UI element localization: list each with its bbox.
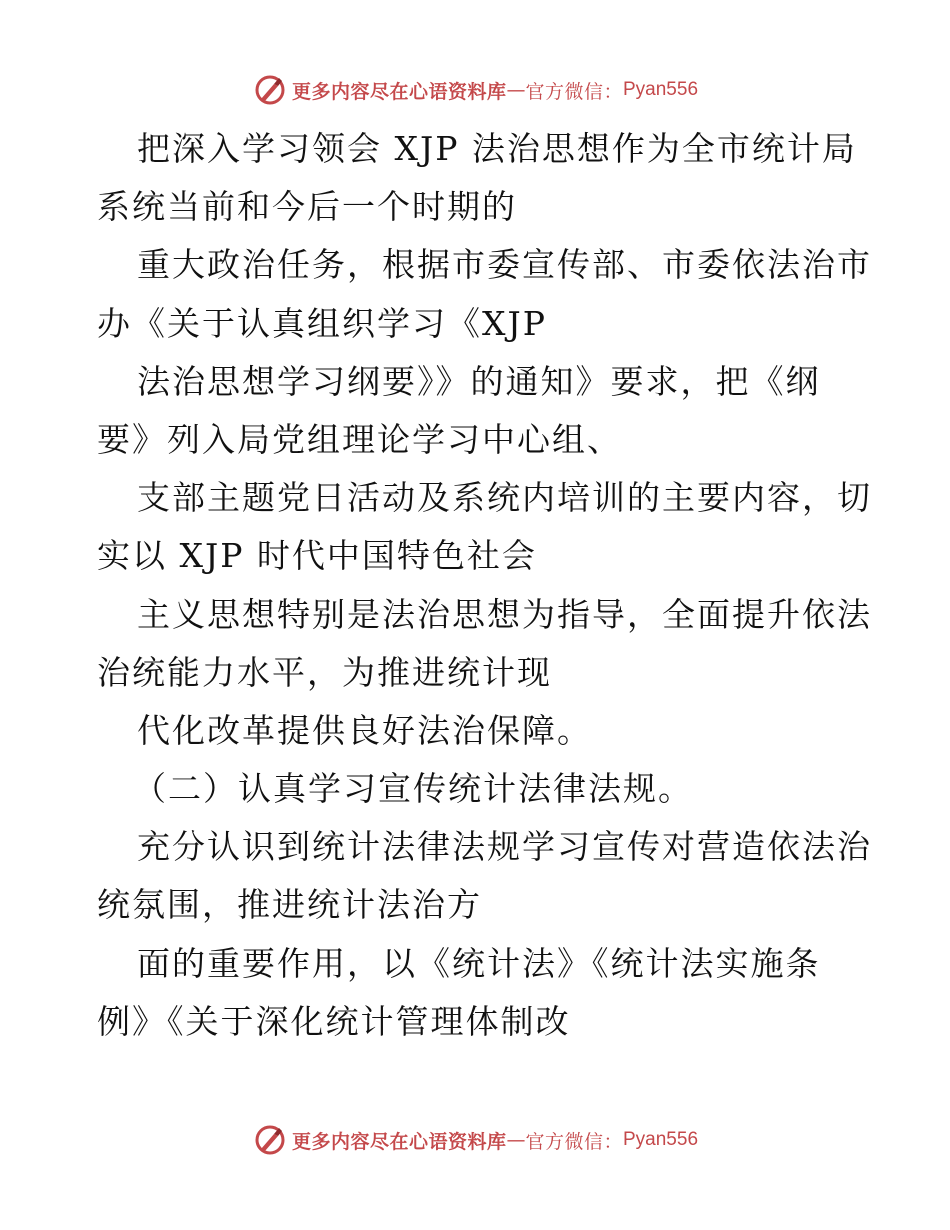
text-line: 例》《关于深化统计管理体制改 [97, 1001, 571, 1041]
watermark-label: 官方微信： [525, 1130, 623, 1153]
pen-logo-icon [252, 72, 288, 108]
paragraph [97, 935, 857, 1051]
section-heading [97, 760, 857, 818]
text-line: 要》列入局党组理论学习中心组、 [97, 419, 622, 459]
text-line: 把深入学习领会 XJP 法治思想作为全市统计局 [137, 129, 857, 168]
heading-line: （二）认真学习宣传统计法律法规。 [133, 769, 693, 809]
text-line: 重大政治任务，根据市委宣传部、市委依法治市 [137, 245, 872, 285]
paragraph [97, 353, 857, 469]
document-body [97, 120, 872, 1051]
watermark-main-text: 更多内容尽在心语资料库 [291, 80, 507, 103]
watermark-wechat-id: Pyan556 [623, 79, 699, 100]
watermark-footer [0, 1120, 950, 1160]
text-line: 法治思想学习纲要》》的通知》要求，把《纲 [137, 361, 821, 401]
paragraph [97, 469, 872, 585]
text-line: 主义思想特别是法治思想为指导，全面提升依法 [137, 594, 872, 634]
paragraph [97, 586, 872, 702]
text-line: 治统能力水平，为推进统计现 [97, 652, 552, 692]
text-line: 代化改革提供良好法治保障。 [137, 710, 592, 750]
text-line: 充分认识到统计法律法规学习宣传对营造依法治 [137, 827, 872, 867]
paragraph [97, 818, 872, 934]
watermark-main-text: 更多内容尽在心语资料库 [291, 1130, 507, 1153]
text-line: 系统当前和今后一个时期的 [97, 187, 517, 227]
paragraph [97, 120, 857, 236]
text-line: 办《关于认真组织学习《XJP [97, 303, 547, 343]
text-line: 面的重要作用，以《统计法》《统计法实施条 [137, 943, 821, 983]
text-line: 实以 XJP 时代中国特色社会 [97, 536, 537, 576]
pen-logo-icon [252, 1122, 288, 1158]
watermark-header [0, 70, 950, 110]
text-line: 支部主题党日活动及系统内培训的主要内容，切 [137, 478, 872, 518]
paragraph [97, 236, 872, 352]
watermark-separator: — [506, 1129, 526, 1151]
watermark-wechat-id: Pyan556 [623, 1129, 699, 1150]
paragraph [97, 702, 857, 760]
text-line: 统氛围，推进统计法治方 [97, 885, 482, 925]
watermark-separator: — [506, 79, 526, 101]
watermark-label: 官方微信： [525, 80, 623, 103]
